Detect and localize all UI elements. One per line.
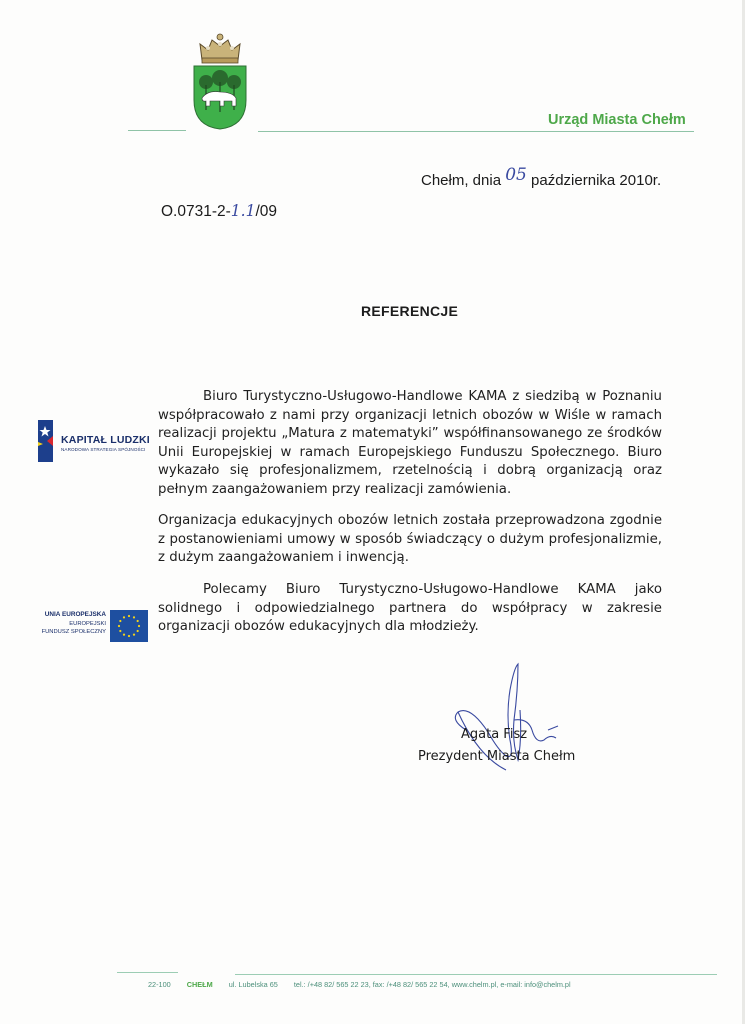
eu-star-icon xyxy=(133,616,135,618)
reference-prefix: O.0731-2- xyxy=(161,203,231,220)
footer-contact: tel.: /+48 82/ 565 22 23, fax: /+48 82/ 565 22 54, www.chelm.pl, e-mail: info@chelm.pl xyxy=(293,980,571,989)
signer-position: Prezydent Miasta Chełm xyxy=(418,749,576,764)
eu-flag-icon xyxy=(110,610,148,642)
reference-suffix: /09 xyxy=(255,203,278,220)
eu-logo-line-3: FUNDUSZ SPOŁECZNY xyxy=(41,629,106,635)
header-rule-right xyxy=(258,131,694,132)
kapital-ludzki-logo xyxy=(38,420,150,465)
eu-logo-line-1: UNIA EUROPEJSKA xyxy=(44,611,106,618)
document-title: REFERENCJE xyxy=(361,303,459,319)
date-line xyxy=(421,165,662,190)
eu-logo-text xyxy=(42,611,106,637)
office-name: Urząd Miasta Chełm xyxy=(548,112,686,128)
footer-rule-right xyxy=(235,974,717,975)
body-paragraph: Biuro Turystyczno-Usługowo-Handlowe KAMA z siedzibą w Poznaniu współpracowało z nami przy organizacji letnich obozów w Wiśle w ramach realizacji projektu „Matura z matematyki” współfinansowanego ze środków Unii Europejskiej w ramach Europejskiego Funduszu Społecznego. Biuro wykazało się profesjonalizmem, rzetelnością i dobrą organizacją oraz pełnym zaangażowaniem przy realizacji zamówienia. xyxy=(158,389,662,497)
reference-number xyxy=(161,202,277,221)
eu-star-icon xyxy=(138,625,140,627)
eu-logo-line-2: EUROPEJSKI xyxy=(69,620,106,627)
kapital-ludzki-flag-icon xyxy=(38,420,53,462)
date-suffix: października 2010r. xyxy=(531,172,662,189)
footer-rule-left xyxy=(117,972,178,973)
kapital-ludzki-title: KAPITAŁ LUDZKI xyxy=(61,434,150,446)
footer-address xyxy=(148,980,571,989)
eu-star-icon xyxy=(123,616,125,618)
eu-star-icon xyxy=(137,620,139,622)
eu-star-icon xyxy=(133,634,135,636)
eu-star-icon xyxy=(119,630,121,632)
eu-star-icon xyxy=(128,615,130,617)
chelm-coat-of-arms-icon xyxy=(190,30,250,130)
eu-social-fund-logo xyxy=(36,608,148,644)
eu-star-icon xyxy=(119,620,121,622)
eu-star-icon xyxy=(137,630,139,632)
signer-name: Agata Fisz xyxy=(461,727,528,742)
eu-star-icon xyxy=(123,634,125,636)
body-paragraph: Polecamy Biuro Turystyczno-Usługowo-Handlowe KAMA jako solidnego i odpowiedzialnego partnera do współpracy w zakresie organizacji obozów edukacyjnych dla młodzieży. xyxy=(158,582,662,635)
body-paragraph: Organizacja edukacyjnych obozów letnich została przeprowadzona zgodnie z postanowieniami umowy w sposób świadczący o dużym profesjonalizmie, z dużym zaangażowaniem i inwencją. xyxy=(158,513,662,566)
crown-icon xyxy=(200,34,240,63)
footer-street: ul. Lubelska 65 xyxy=(228,980,278,989)
footer-postal-code: 22-100 xyxy=(148,980,171,989)
footer-city: CHEŁM xyxy=(186,980,213,989)
kapital-ludzki-subtitle: NARODOWA STRATEGIA SPÓJNOŚCI xyxy=(61,447,146,452)
reference-handwritten: 1.1 xyxy=(230,202,256,220)
header-rule-left xyxy=(128,130,186,131)
eu-star-icon xyxy=(118,625,120,627)
date-prefix: Chełm, dnia xyxy=(421,172,502,189)
eu-star-icon xyxy=(128,635,130,637)
date-day-handwritten: 05 xyxy=(505,165,527,185)
